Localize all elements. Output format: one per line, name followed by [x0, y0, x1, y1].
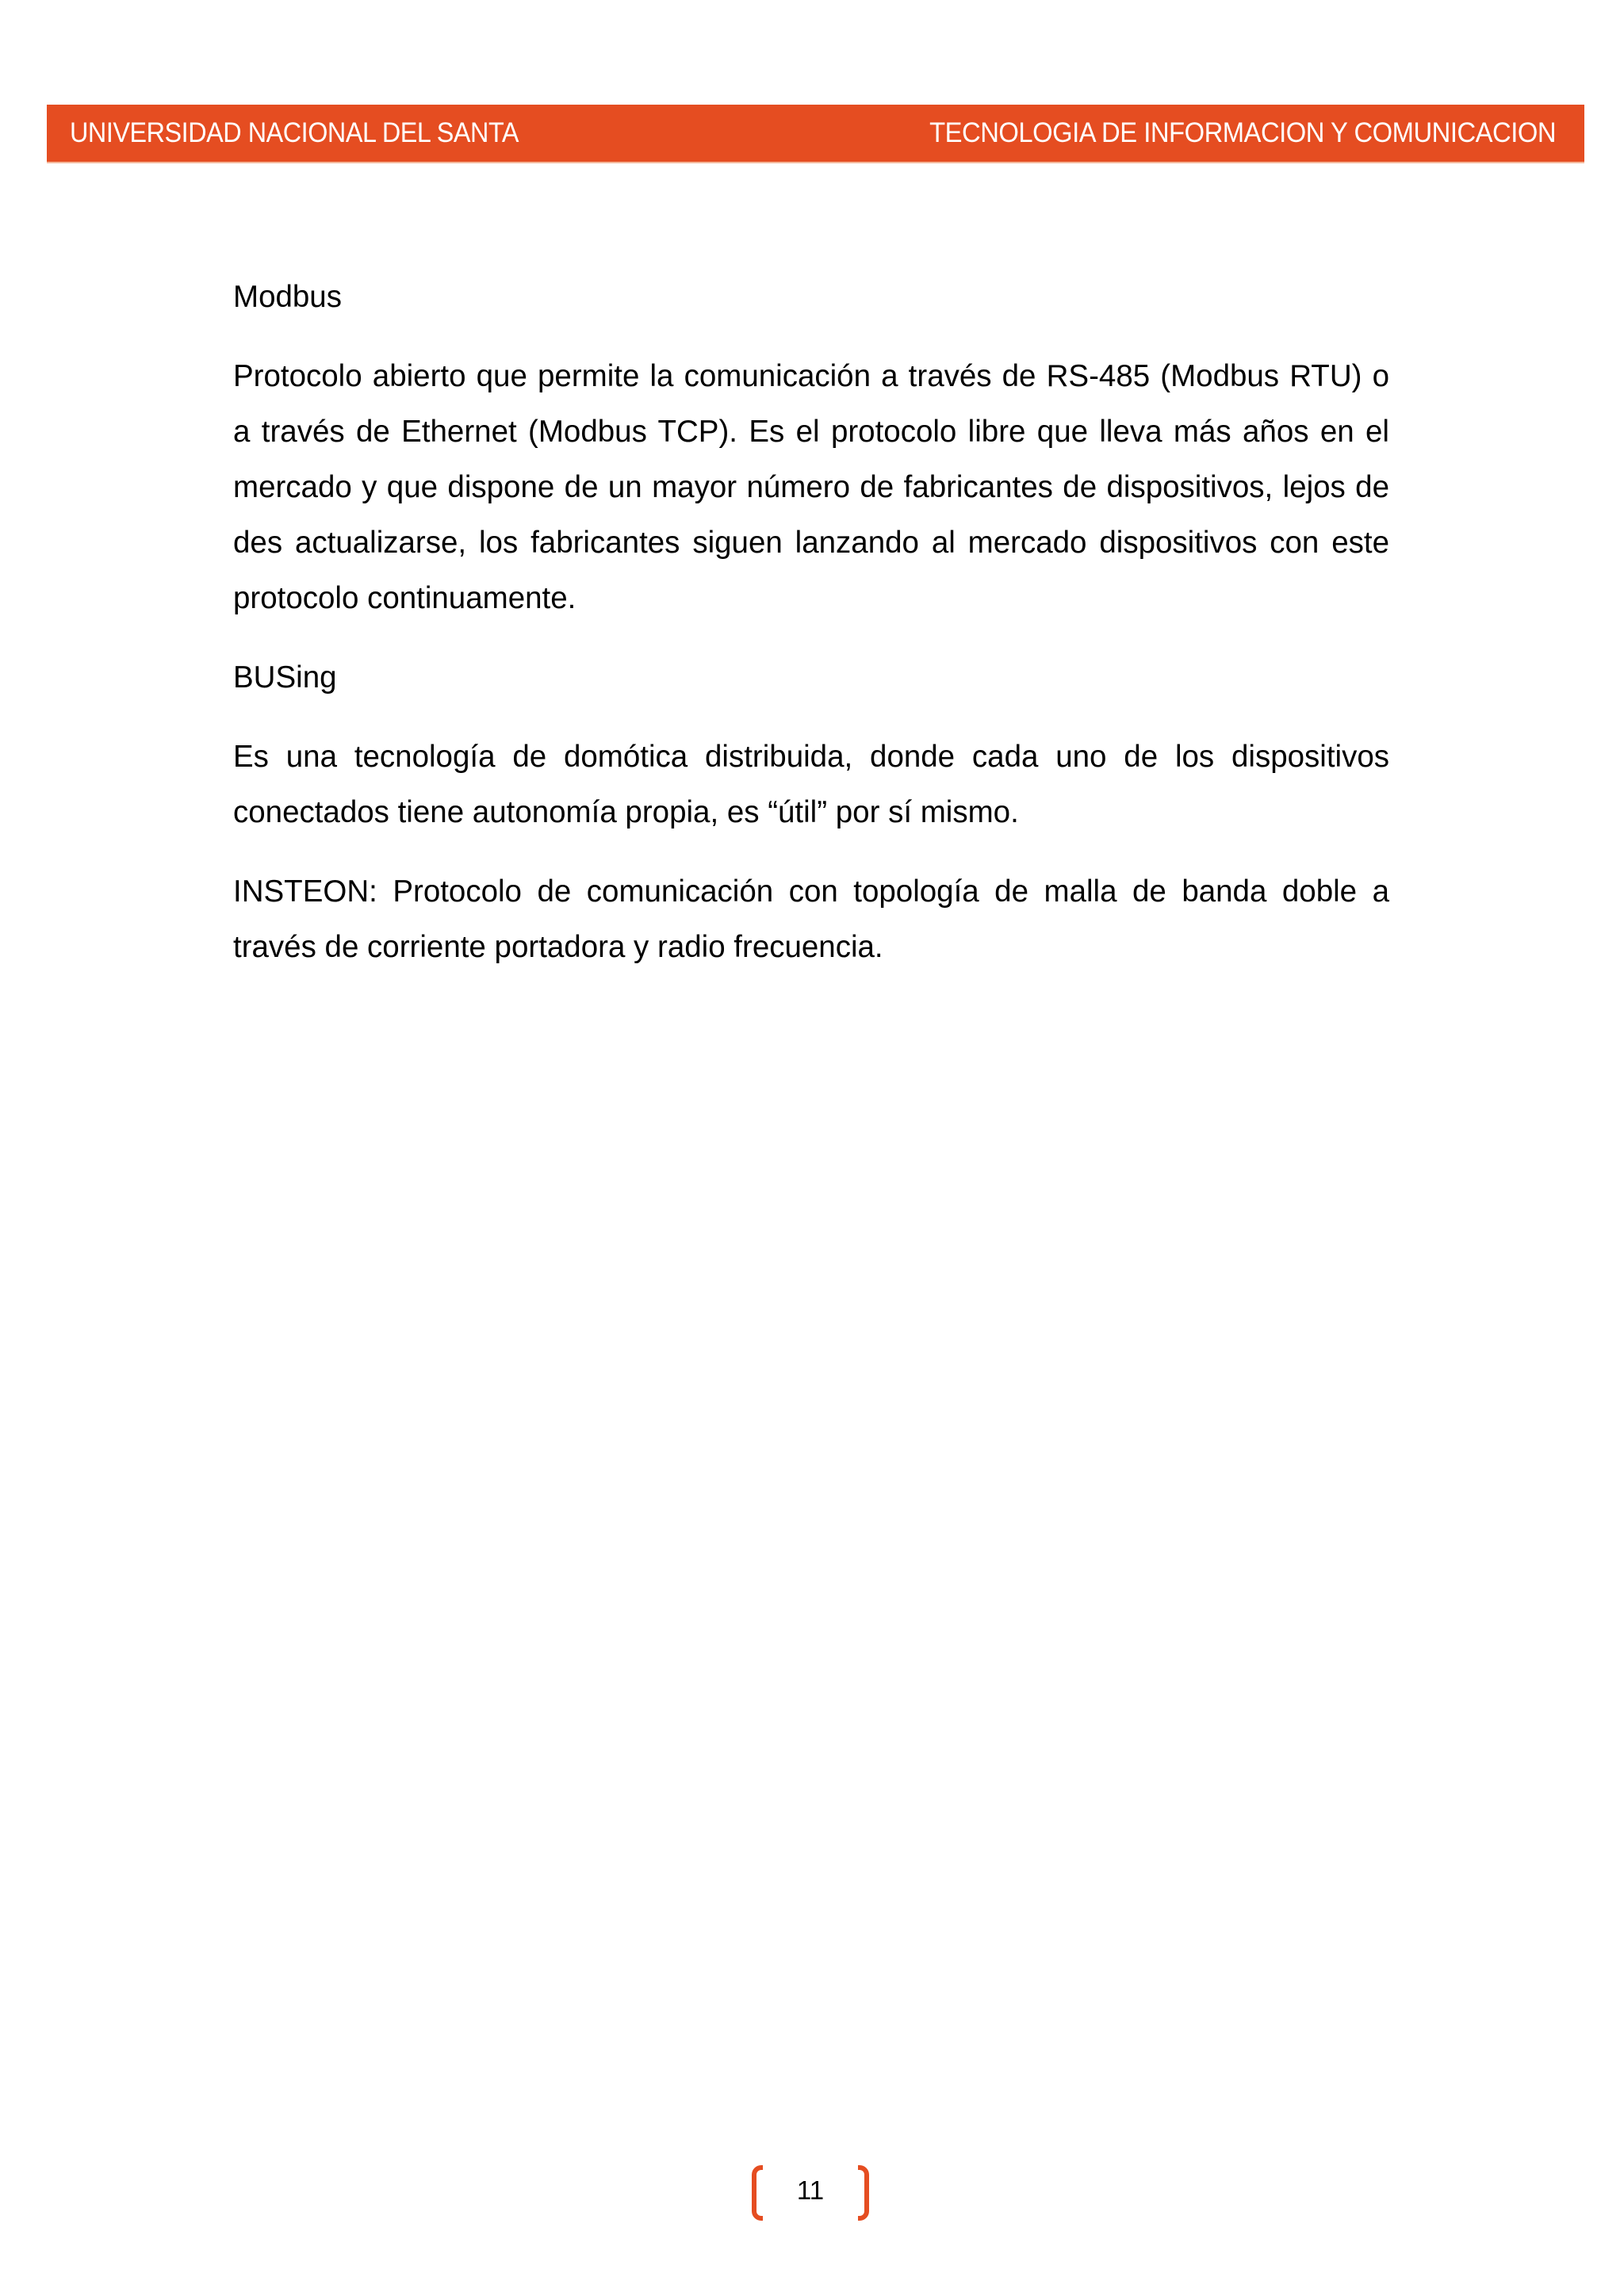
right-bracket-icon — [858, 2165, 869, 2221]
paragraph-busing: Es una tecnología de domótica distribuida, donde cada uno de los dispositivos conectados tiene autonomía propia, es “útil” por sí mismo. — [233, 740, 1389, 829]
paragraph-insteon: INSTEON: Protocolo de comunicación con topología de malla de banda doble a través de corriente portadora y radio frecuencia. — [233, 874, 1389, 964]
header-course-title: TECNOLOGIA DE INFORMACION Y COMUNICACION — [929, 117, 1556, 148]
document-body — [233, 270, 1389, 999]
page-number-footer — [750, 2165, 871, 2224]
section-heading-busing: BUSing — [233, 660, 337, 695]
header-university-title: UNIVERSIDAD NACIONAL DEL SANTA — [70, 117, 519, 148]
section-heading-modbus: Modbus — [233, 280, 342, 314]
page-number: 11 — [796, 2175, 825, 2205]
paragraph-modbus: Protocolo abierto que permite la comunicación a través de RS-485 (Modbus RTU) o a través de Ethernet (Modbus TCP). Es el protocolo libre que lleva más años en el mercado y que dispone de un mayor número de fabricantes de dispositivos, lejos de des actualizarse, los fabricantes siguen lanzando al mercado dispositivos con este protocolo continuamente. — [233, 359, 1389, 615]
header-banner — [47, 105, 1584, 163]
